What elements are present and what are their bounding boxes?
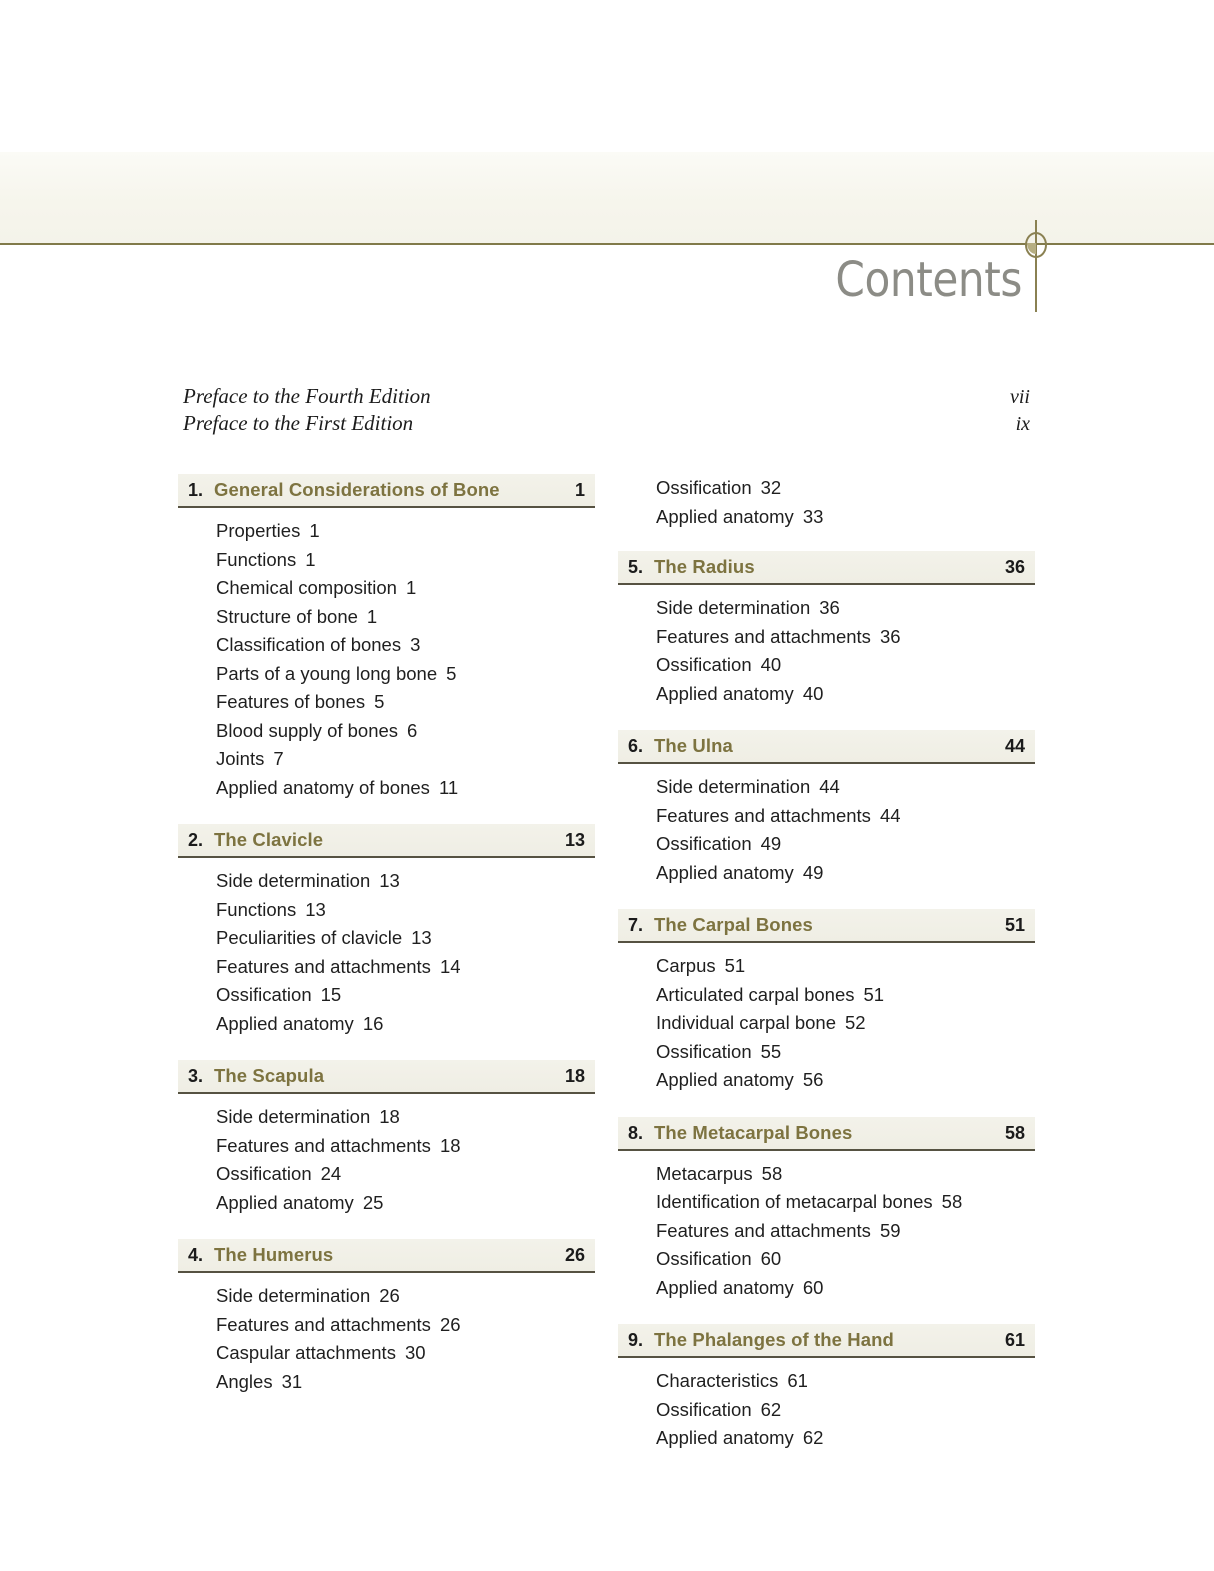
toc-sub-entry-label: Functions — [216, 548, 297, 570]
toc-sub-entry[interactable] — [656, 1396, 1035, 1425]
toc-sub-entry-label: Side determination — [216, 870, 371, 891]
front-matter-label: Preface to the Fourth Edition — [183, 384, 431, 408]
toc-sub-entry[interactable] — [656, 1274, 1035, 1303]
toc-chapter-title: The Ulna — [654, 735, 733, 756]
toc-sub-entry-page: 5 — [374, 691, 385, 712]
toc-sub-entry-label: Ossification — [656, 833, 752, 854]
toc-sub-list — [178, 1273, 595, 1418]
toc-sub-entry[interactable] — [216, 867, 595, 896]
toc-sub-entry-page: 18 — [439, 1134, 461, 1156]
toc-chapter-header[interactable] — [178, 824, 595, 858]
toc-sub-entry-page: 31 — [281, 1370, 303, 1392]
toc-sub-entry[interactable] — [216, 1368, 595, 1397]
toc-sub-entry-page: 59 — [879, 1219, 901, 1241]
toc-sub-entry-label: Classification of bones — [216, 634, 402, 655]
toc-sub-entry-label: Chemical composition — [216, 577, 397, 598]
toc-sub-entry-page: 24 — [320, 1163, 342, 1184]
front-matter-row — [183, 383, 1030, 410]
toc-sub-entry-label: Side determination — [216, 1285, 371, 1306]
header-band — [0, 152, 1214, 244]
toc-chapter — [618, 909, 1035, 1117]
toc-sub-entry-label: Applied anatomy — [656, 505, 794, 527]
toc-chapter-number: 7. — [628, 915, 644, 935]
toc-chapter-page: 58 — [1004, 1122, 1025, 1143]
toc-sub-entry[interactable] — [656, 773, 1035, 802]
toc-sub-list — [618, 943, 1035, 1117]
toc-sub-entry-page: 16 — [362, 1012, 384, 1034]
toc-sub-entry[interactable] — [656, 1424, 1035, 1453]
toc-sub-entry-label: Features and attachments — [656, 1219, 871, 1241]
toc-chapter — [178, 1060, 595, 1239]
toc-sub-entry[interactable] — [216, 1160, 595, 1189]
toc-sub-entry-page: 33 — [802, 505, 824, 527]
toc-sub-entry-page: 60 — [760, 1248, 782, 1269]
toc-chapter-header[interactable] — [178, 474, 595, 508]
toc-chapter-page: 13 — [564, 830, 585, 850]
toc-column-right — [618, 474, 1035, 1475]
toc-sub-entry-page: 11 — [438, 776, 459, 798]
toc-sub-entry-page: 40 — [802, 682, 824, 704]
toc-sub-entry-page: 18 — [379, 1106, 400, 1127]
toc-sub-entry-label: Peculiarities of clavicle — [216, 927, 403, 948]
toc-chapter — [618, 1324, 1035, 1475]
toc-sub-list — [618, 585, 1035, 730]
toc-sub-entry[interactable] — [216, 1339, 595, 1368]
toc-sub-entry-label: Features and attachments — [216, 955, 431, 977]
toc-chapter-number: 9. — [628, 1330, 644, 1350]
toc-sub-entry-page: 6 — [407, 719, 418, 741]
toc-sub-entry-page: 44 — [879, 804, 901, 826]
toc-sub-entry-label: Parts of a young long bone — [216, 662, 438, 684]
toc-sub-entry-page: 32 — [760, 477, 782, 498]
toc-sub-entry[interactable] — [656, 1367, 1035, 1396]
toc-sub-entry-page: 36 — [879, 625, 901, 647]
toc-sub-entry[interactable] — [656, 830, 1035, 859]
toc-sub-entry-label: Individual carpal bone — [656, 1012, 836, 1033]
toc-chapter-number: 1. — [188, 480, 204, 500]
toc-sub-entry-label: Applied anatomy — [216, 1012, 354, 1034]
toc-sub-entry-label: Features and attachments — [656, 804, 871, 826]
toc-sub-entry[interactable] — [216, 1103, 595, 1132]
toc-sub-entry-page: 13 — [305, 898, 326, 920]
toc-sub-entry-label: Joints — [216, 748, 265, 769]
toc-sub-entry-label: Applied anatomy — [656, 1069, 794, 1090]
toc-sub-entry-label: Applied anatomy — [656, 1276, 794, 1298]
front-matter-list — [183, 383, 1030, 437]
toc-chapter-title: The Metacarpal Bones — [654, 1121, 853, 1143]
toc-sub-entry-page: 56 — [802, 1069, 824, 1090]
toc-sub-entry[interactable] — [656, 1038, 1035, 1067]
toc-sub-entry[interactable] — [216, 1282, 595, 1311]
toc-sub-entry[interactable] — [216, 1132, 595, 1161]
toc-sub-entry-label: Applied anatomy — [656, 861, 794, 883]
toc-sub-entry-page: 26 — [439, 1313, 461, 1335]
toc-sub-entry-label: Metacarpus — [656, 1162, 753, 1184]
toc-sub-entry[interactable] — [656, 802, 1035, 831]
toc-sub-entry-page: 62 — [802, 1427, 824, 1448]
toc-chapter-number: 8. — [628, 1122, 644, 1143]
toc-sub-entry-label: Applied anatomy of bones — [216, 776, 430, 798]
toc-sub-entry[interactable] — [656, 1217, 1035, 1246]
toc-sub-entry-page: 25 — [362, 1191, 384, 1213]
toc-sub-entry-page: 62 — [760, 1398, 782, 1420]
toc-sub-entry-page: 55 — [760, 1040, 782, 1062]
toc-chapter-page: 51 — [1004, 915, 1025, 935]
toc-sub-entry-label: Ossification — [216, 984, 312, 1005]
toc-sub-entry[interactable] — [656, 474, 1035, 503]
decorative-loop-icon — [1025, 232, 1047, 258]
toc-sub-entry[interactable] — [216, 688, 595, 717]
toc-sub-entry-label: Ossification — [656, 1040, 752, 1062]
toc-sub-entry[interactable] — [656, 651, 1035, 680]
toc-sub-entry-label: Identification of metacarpal bones — [656, 1191, 933, 1212]
toc-sub-entry-label: Features and attachments — [656, 625, 871, 647]
front-matter-page: vii — [1010, 386, 1030, 408]
toc-sub-list — [618, 1358, 1035, 1475]
toc-sub-entry-page: 30 — [404, 1342, 426, 1363]
toc-chapter-page: 36 — [1004, 557, 1025, 577]
toc-chapter-title: The Carpal Bones — [654, 914, 813, 935]
toc-sub-entry-label: Ossification — [656, 477, 752, 498]
toc-sub-entry[interactable] — [656, 1066, 1035, 1095]
toc-sub-entry-page: 58 — [761, 1162, 783, 1184]
toc-sub-entry-page: 44 — [819, 776, 840, 797]
toc-sub-entry[interactable] — [656, 1188, 1035, 1217]
toc-sub-entry-page: 3 — [410, 634, 421, 655]
toc-chapter-header[interactable] — [618, 730, 1035, 764]
toc-sub-entry[interactable] — [216, 896, 595, 925]
toc-sub-entry-page: 36 — [819, 597, 840, 618]
toc-sub-entry[interactable] — [216, 774, 595, 803]
toc-chapter-number: 3. — [188, 1066, 204, 1086]
toc-chapter-header[interactable] — [618, 1117, 1035, 1151]
toc-sub-entry[interactable] — [216, 631, 595, 660]
toc-column-left — [178, 474, 595, 1418]
toc-sub-entry-label: Blood supply of bones — [216, 719, 399, 741]
toc-sub-list — [618, 1151, 1035, 1325]
toc-chapter-page: 18 — [564, 1066, 585, 1086]
toc-sub-entry[interactable] — [656, 594, 1035, 623]
toc-chapter-page: 61 — [1004, 1330, 1025, 1350]
toc-chapter — [618, 730, 1035, 909]
toc-chapter — [618, 551, 1035, 730]
toc-chapter-header[interactable] — [618, 1324, 1035, 1358]
toc-chapter-number: 2. — [188, 830, 204, 850]
toc-sub-entry[interactable] — [656, 1009, 1035, 1038]
toc-sub-entry[interactable] — [216, 1311, 595, 1340]
toc-chapter-title: General Considerations of Bone — [214, 479, 500, 500]
toc-sub-entry-page: 1 — [405, 577, 417, 598]
toc-chapter-header[interactable] — [178, 1060, 595, 1094]
toc-sub-entry-label: Applied anatomy — [656, 1427, 794, 1448]
toc-sub-entry-page: 60 — [802, 1276, 824, 1298]
toc-sub-entry[interactable] — [656, 503, 1035, 532]
toc-chapter — [178, 474, 595, 824]
toc-sub-entry[interactable] — [216, 717, 595, 746]
toc-sub-entry-label: Characteristics — [656, 1370, 779, 1391]
toc-sub-entry[interactable] — [216, 1010, 595, 1039]
toc-chapter-title: The Phalanges of the Hand — [654, 1329, 894, 1350]
toc-sub-entry[interactable] — [656, 1160, 1035, 1189]
toc-sub-entry[interactable] — [216, 574, 595, 603]
toc-sub-entry[interactable] — [656, 952, 1035, 981]
toc-sub-entry-label: Caspular attachments — [216, 1342, 396, 1363]
toc-sub-entry[interactable] — [216, 517, 595, 546]
toc-sub-entry[interactable] — [216, 660, 595, 689]
toc-sub-entry-page: 13 — [379, 870, 400, 891]
toc-sub-entry[interactable] — [656, 1245, 1035, 1274]
toc-sub-entry[interactable] — [216, 546, 595, 575]
toc-chapter — [618, 1117, 1035, 1325]
toc-sub-entry-page: 13 — [411, 927, 432, 948]
toc-sub-entry-label: Ossification — [656, 1248, 752, 1269]
toc-sub-entry[interactable] — [656, 680, 1035, 709]
toc-sub-entry[interactable] — [216, 924, 595, 953]
toc-sub-list — [618, 474, 1035, 551]
toc-sub-entry-label: Functions — [216, 898, 297, 920]
toc-sub-entry-label: Ossification — [656, 1398, 752, 1420]
toc-chapter-title: The Scapula — [214, 1065, 325, 1086]
toc-sub-entry-page: 7 — [273, 748, 284, 769]
toc-sub-entry-label: Ossification — [216, 1163, 312, 1184]
toc-sub-list — [178, 508, 595, 824]
toc-sub-entry[interactable] — [216, 1189, 595, 1218]
page-title: Contents — [835, 252, 1022, 308]
front-matter-page: ix — [1015, 413, 1030, 435]
toc-sub-list — [178, 1094, 595, 1239]
toc-sub-entry-label: Articulated carpal bones — [656, 983, 855, 1005]
toc-sub-entry-label: Properties — [216, 520, 301, 541]
toc-sub-entry-label: Side determination — [216, 1106, 371, 1127]
toc-sub-list — [618, 764, 1035, 909]
toc-chapter-page: 1 — [574, 480, 585, 500]
toc-chapter-header[interactable] — [178, 1239, 595, 1273]
toc-sub-entry-page: 5 — [446, 662, 457, 684]
toc-sub-entry-page: 1 — [309, 520, 320, 541]
toc-sub-entry[interactable] — [656, 859, 1035, 888]
toc-sub-entry-label: Applied anatomy — [656, 682, 794, 704]
toc-sub-entry-label: Carpus — [656, 955, 716, 976]
toc-sub-entry-page: 58 — [941, 1191, 963, 1212]
toc-sub-entry-label: Features and attachments — [216, 1313, 431, 1335]
toc-sub-entry-label: Features and attachments — [216, 1134, 431, 1156]
toc-chapter-title: The Humerus — [214, 1244, 334, 1265]
front-matter-row — [183, 410, 1030, 437]
toc-sub-entry-label: Features of bones — [216, 691, 366, 712]
toc-sub-entry-page: 51 — [724, 955, 746, 976]
toc-sub-entry[interactable] — [656, 981, 1035, 1010]
toc-chapter — [178, 1239, 595, 1418]
toc-sub-entry-page: 52 — [845, 1012, 866, 1033]
toc-chapter-header[interactable] — [618, 551, 1035, 585]
front-matter-label: Preface to the First Edition — [183, 411, 414, 435]
toc-sub-entry-page: 26 — [379, 1285, 400, 1306]
toc-sub-entry-page: 61 — [787, 1370, 808, 1391]
toc-sub-entry-page: 51 — [863, 983, 885, 1005]
toc-sub-entry-label: Structure of bone — [216, 605, 358, 627]
toc-sub-entry-page: 40 — [760, 654, 782, 675]
toc-sub-entry-page: 1 — [366, 605, 378, 627]
toc-sub-entry[interactable] — [656, 623, 1035, 652]
toc-sub-entry-page: 15 — [320, 984, 342, 1005]
toc-chapter-header[interactable] — [618, 909, 1035, 943]
toc-sub-entry-page: 49 — [802, 861, 824, 883]
toc-sub-entry-page: 1 — [305, 548, 316, 570]
toc-chapter-page: 44 — [1004, 736, 1025, 756]
toc-chapter-number: 6. — [628, 736, 644, 756]
toc-sub-entry[interactable] — [216, 603, 595, 632]
toc-sub-entry-label: Ossification — [656, 654, 752, 675]
toc-sub-entry[interactable] — [216, 981, 595, 1010]
toc-sub-entry-label: Applied anatomy — [216, 1191, 354, 1213]
toc-chapter-continuation — [618, 474, 1035, 551]
toc-chapter-title: The Clavicle — [214, 829, 324, 850]
toc-chapter-page: 26 — [564, 1245, 585, 1265]
toc-sub-entry-page: 14 — [439, 955, 461, 977]
toc-chapter-number: 4. — [188, 1245, 204, 1265]
toc-chapter-title: The Radius — [654, 556, 755, 577]
toc-sub-entry-label: Side determination — [656, 597, 811, 618]
toc-sub-entry[interactable] — [216, 953, 595, 982]
toc-chapter-number: 5. — [628, 557, 644, 577]
toc-sub-entry-label: Side determination — [656, 776, 811, 797]
toc-sub-list — [178, 858, 595, 1060]
toc-sub-entry-page: 49 — [760, 833, 782, 854]
toc-sub-entry[interactable] — [216, 745, 595, 774]
toc-sub-entry-label: Angles — [216, 1370, 273, 1392]
toc-chapter — [178, 824, 595, 1060]
